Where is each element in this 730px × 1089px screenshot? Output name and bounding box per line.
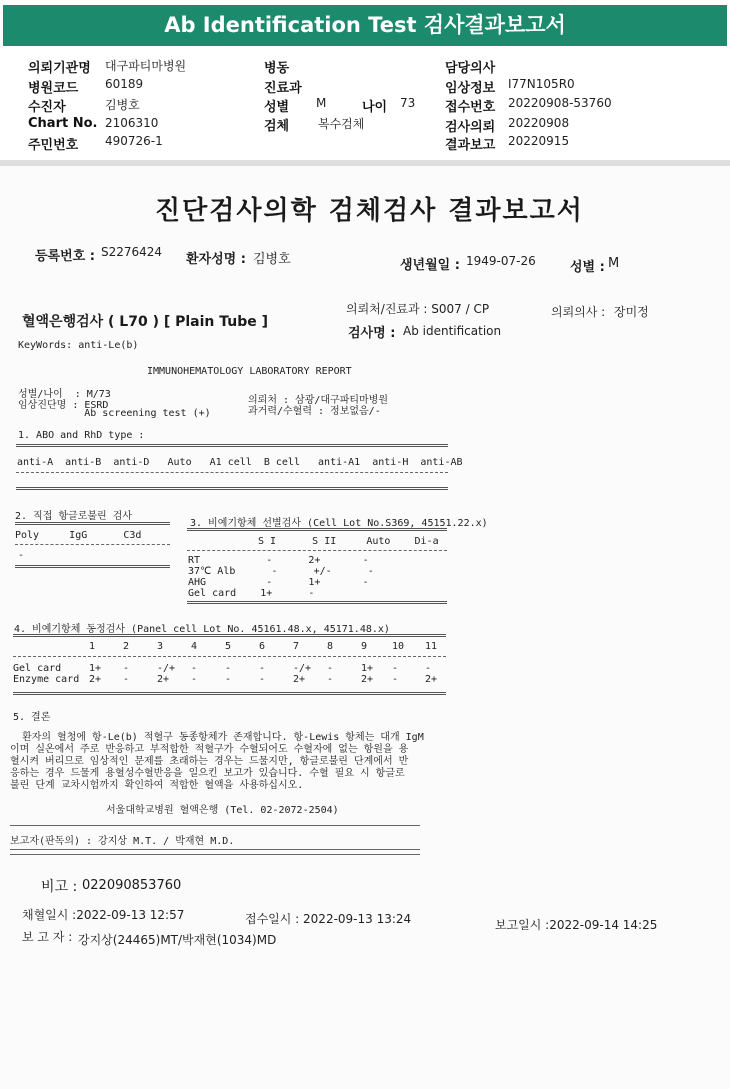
abo-top-rule — [16, 444, 448, 447]
panel-gel-cell-3: -/+ — [157, 663, 176, 674]
blood-bank-contact: 서울대학교병원 혈액은행 (Tel. 02-2072-2504) — [106, 805, 339, 816]
remark-value: 022090853760 — [82, 878, 182, 893]
doc-sex-label: 성별 : — [570, 260, 605, 275]
doctor-label: 담당의사 — [445, 61, 496, 76]
panel-enzyme-cell-11: 2+ — [425, 674, 438, 685]
reporter2-label: 보 고 자 : — [22, 930, 73, 944]
screen-row-rt: RT - 2+ - — [188, 555, 369, 566]
panel-gel-cell-5: - — [225, 663, 232, 674]
report-header-bar — [0, 0, 730, 48]
panel-enzyme-cell-3: 2+ — [157, 674, 170, 685]
test-title: 혈액은행검사 ( L70 ) [ Plain Tube ] — [22, 314, 269, 330]
reporter-bottom-rule-2 — [10, 854, 420, 855]
lab-report-title: IMMUNOHEMATOLOGY LABORATORY REPORT — [147, 366, 352, 377]
panel-col-4: 4 — [191, 641, 198, 652]
resident-no-label: 주민번호 — [28, 138, 79, 153]
hospital-code-value: 60189 — [105, 77, 144, 91]
abo-headers: anti-A anti-B anti-D Auto A1 cell B cell anti-A1 anti-H anti-AB — [17, 457, 463, 468]
age-label: 나이 — [362, 100, 388, 115]
hospital-name-value: 대구파티마병원 — [105, 59, 187, 73]
dat-top-rule — [15, 522, 170, 525]
requesting-doctor-label: 의뢰의사 : — [551, 305, 606, 319]
receipt-no-label: 접수번호 — [445, 100, 496, 115]
dat-bottom-rule — [15, 565, 170, 568]
banner-title: Ab Identification Test 검사결과보고서 — [3, 5, 727, 46]
dept-info: 의뢰처/진료과 : S007 / CP — [346, 302, 490, 316]
ward-label: 병동 — [264, 61, 290, 76]
reporter-top-rule — [10, 825, 420, 826]
abo-mid-rule — [16, 472, 448, 473]
doc-sex-value: M — [608, 256, 620, 271]
panel-col-10: 10 — [392, 641, 405, 652]
panel-top-rule — [13, 634, 446, 637]
remark-label: 비고 : — [41, 879, 78, 895]
dat-result: - — [18, 550, 25, 561]
panel-section-title: 4. 비예기항체 동정검사 (Panel cell Lot No. 45161.48.x, 45171.48.x) — [14, 624, 390, 635]
screen-row-ahg: AHG - 1+ - — [188, 577, 369, 588]
panel-enzyme-cell-9: 2+ — [361, 674, 374, 685]
conclusion-line-3: 혈시켜 버리므로 임상적인 문제를 초래하는 경우는 드물지만, 항글로불린 단계에서 반 — [10, 756, 409, 767]
report-date-label: 결과보고 — [445, 138, 496, 153]
panel-col-9: 9 — [361, 641, 368, 652]
dat-headers: Poly IgG C3d — [15, 530, 142, 541]
keywords: KeyWords: anti-Le(b) — [18, 340, 139, 351]
panel-mid-rule — [13, 656, 446, 657]
dob-value: 1949-07-26 — [466, 254, 536, 268]
conclusion-line-4: 응하는 경우 드물게 용혈성수혈반응을 일으킨 보고가 있습니다. 수혈 필요 시 항글로 — [10, 768, 405, 779]
abo-bottom-rule — [16, 487, 448, 490]
panel-enzyme-cell-2: - — [123, 674, 130, 685]
panel-enzyme-label: Enzyme card — [13, 674, 80, 685]
panel-col-6: 6 — [259, 641, 266, 652]
sex-age-line: 성별/나이 : M/73 — [18, 389, 111, 400]
panel-gel-cell-2: - — [123, 663, 130, 674]
screen-row-37: 37℃ Alb - +/- - — [188, 566, 374, 577]
screen-top-rule — [187, 528, 447, 531]
screen-row-gel: Gel card 1+ - — [188, 588, 315, 599]
receipt-no-value: 20220908-53760 — [508, 96, 612, 110]
panel-bottom-rule — [13, 692, 446, 695]
dob-label: 생년월일 : — [400, 258, 460, 273]
requesting-institution: 의뢰처 : 삼광/대구파티마병원 — [248, 395, 389, 406]
panel-col-7: 7 — [293, 641, 300, 652]
conclusion-line-5: 불린 단계 교차시험까지 확인하여 적합한 혈액을 사용하십시오. — [10, 780, 304, 791]
panel-enzyme-cell-1: 2+ — [89, 674, 102, 685]
hospital-code-label: 병원코드 — [28, 81, 79, 96]
panel-col-8: 8 — [327, 641, 334, 652]
panel-gel-cell-6: - — [259, 663, 266, 674]
request-date-label: 검사의뢰 — [445, 120, 496, 135]
screen-section-title: 3. 비예기항체 선별검사 (Cell Lot No.S369, 45151.22.x) — [190, 518, 488, 529]
panel-enzyme-cell-4: - — [191, 674, 198, 685]
document-title: 진단검사의학 검체검사 결과보고서 — [155, 196, 584, 226]
panel-enzyme-cell-6: - — [259, 674, 266, 685]
panel-col-11: 11 — [425, 641, 438, 652]
panel-enzyme-cell-5: - — [225, 674, 232, 685]
hospital-name-label: 의뢰기관명 — [28, 61, 91, 76]
age-value: 73 — [400, 96, 416, 110]
reporter-line: 보고자(판독의) : 강지상 M.T. / 박재현 M.D. — [10, 836, 235, 847]
receipt-time: 접수일시 : 2022-09-13 13:24 — [245, 912, 412, 926]
screen-mid-rule — [187, 550, 447, 551]
panel-gel-cell-1: 1+ — [89, 663, 102, 674]
panel-gel-cell-7: -/+ — [293, 663, 312, 674]
history-line: 과거력/수혈력 : 정보없음/- — [248, 406, 381, 417]
panel-enzyme-cell-10: - — [392, 674, 399, 685]
resident-no-value: 490726-1 — [105, 134, 163, 148]
test-name-label: 검사명 : — [348, 326, 396, 341]
patient-label: 수진자 — [28, 100, 66, 115]
department-label: 진료과 — [264, 81, 302, 96]
ab-screen-line: Ab screening test (+) — [18, 408, 211, 419]
specimen-value: 복수검체 — [318, 117, 365, 131]
report-date-value: 20220915 — [508, 134, 570, 148]
sex-label: 성별 — [264, 100, 290, 115]
reporter2-value: 강지상(24465)MT/박재현(1034)MD — [78, 933, 277, 947]
sex-value: M — [316, 96, 327, 110]
panel-gel-label: Gel card — [13, 663, 62, 674]
clinical-dx-line: 임상진단명 : ESRD — [18, 400, 109, 411]
test-name-value: Ab identification — [403, 324, 502, 338]
abo-section-title: 1. ABO and RhD type : — [18, 430, 145, 441]
panel-col-2: 2 — [123, 641, 130, 652]
panel-gel-cell-9: 1+ — [361, 663, 374, 674]
request-date-value: 20220908 — [508, 116, 570, 130]
screen-bottom-rule — [187, 601, 447, 604]
reg-no-label: 등록번호 : — [35, 249, 95, 264]
chart-no-label: Chart No. — [28, 116, 98, 131]
collection-time: 채혈일시 :2022-09-13 12:57 — [22, 908, 185, 922]
reg-no-value: S2276424 — [101, 245, 163, 259]
panel-gel-cell-4: - — [191, 663, 198, 674]
requesting-doctor-value: 장미정 — [614, 305, 649, 319]
patient-name-label: 환자성명 : — [186, 252, 246, 267]
panel-gel-cell-11: - — [425, 663, 432, 674]
panel-enzyme-cell-8: - — [327, 674, 334, 685]
chart-no-value: 2106310 — [105, 116, 159, 130]
panel-enzyme-cell-7: 2+ — [293, 674, 306, 685]
report-time: 보고일시 :2022-09-14 14:25 — [495, 918, 658, 932]
reporter-bottom-rule — [10, 849, 420, 850]
panel-gel-cell-10: - — [392, 663, 399, 674]
specimen-label: 검체 — [264, 119, 290, 134]
panel-col-3: 3 — [157, 641, 164, 652]
clinical-info-value: I77N105R0 — [508, 77, 575, 91]
conclusion-line-1: 환자의 혈청에 항-Le(b) 적혈구 동종항체가 존재합니다. 항-Lewis 항체는 대개 IgM — [10, 732, 424, 743]
patient-name-value: 김병호 — [253, 252, 291, 267]
clinical-info-label: 임상정보 — [445, 81, 496, 96]
dat-mid-rule — [15, 544, 170, 545]
panel-col-5: 5 — [225, 641, 232, 652]
screen-headers: S I S II Auto Di-a — [258, 536, 439, 547]
conclusion-line-2: 이며 실온에서 주로 반응하고 부적합한 적혈구가 수혈되어도 수혈자에 없는 항원을 용 — [10, 744, 409, 755]
patient-value: 김병호 — [105, 98, 140, 112]
panel-col-1: 1 — [89, 641, 96, 652]
conclusion-title: 5. 결론 — [13, 712, 51, 723]
dat-section-title: 2. 직접 항글로불린 검사 — [15, 511, 133, 522]
panel-gel-cell-8: - — [327, 663, 334, 674]
